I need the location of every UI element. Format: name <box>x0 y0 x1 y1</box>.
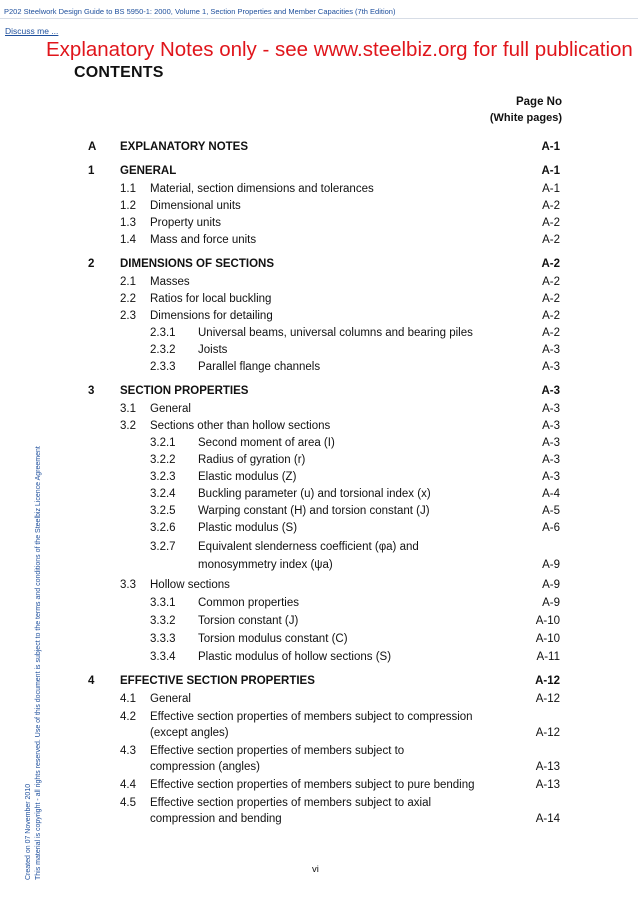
entry-page: A-9 <box>542 597 560 609</box>
entry-number: 4.5 <box>120 797 136 809</box>
entry-number: 4.2 <box>120 711 136 723</box>
entry-number: 3.2.2 <box>150 454 176 466</box>
entry-number: 4.1 <box>120 693 136 705</box>
entry-title: Warping constant (H) and torsion constant (J) <box>198 505 430 517</box>
entry-page: A-3 <box>542 361 560 373</box>
entry-title: Parallel flange channels <box>198 361 321 373</box>
created-date: Created on 07 November 2010 <box>25 783 32 880</box>
entry-title: GENERAL <box>120 165 177 177</box>
entry-number: 3.1 <box>120 403 136 415</box>
entry-title: DIMENSIONS OF SECTIONS <box>120 258 274 270</box>
entry-title: General <box>150 403 191 415</box>
entry-number: 3.3.2 <box>150 615 176 627</box>
entry-title: Buckling parameter (u) and torsional index (x) <box>198 488 431 500</box>
entry-number: 2.3 <box>120 310 136 322</box>
entry-title: Effective section properties of members subject to pure bending <box>150 779 475 791</box>
entry-title: Sections other than hollow sections <box>150 420 331 432</box>
entry-number: 3.2.1 <box>150 437 176 449</box>
entry-title: Dimensions for detailing <box>150 310 273 322</box>
entry-title: Radius of gyration (r) <box>198 454 306 466</box>
entry-page: A-2 <box>541 258 560 270</box>
entry-title: Hollow sections <box>150 579 230 591</box>
entry-page: A-2 <box>542 217 560 229</box>
entry-number: 1.2 <box>120 200 136 212</box>
entry-page: A-2 <box>542 276 560 288</box>
entry-title: Effective section properties of members subject to axial <box>150 797 432 809</box>
entry-title: Masses <box>150 276 190 288</box>
entry-page: A-12 <box>535 675 560 687</box>
entry-number: 3.2.6 <box>150 522 176 534</box>
white-pages-label: (White pages) <box>489 112 562 124</box>
entry-page: A-1 <box>541 165 560 177</box>
explanatory-notes-banner: Explanatory Notes only - see www.steelbiz.org for full publication <box>46 38 633 61</box>
entry-page: A-13 <box>535 779 560 791</box>
entry-title: Second moment of area (I) <box>198 437 335 449</box>
entry-number: 3 <box>88 385 95 397</box>
entry-page: A-3 <box>541 385 560 397</box>
entry-page: A-11 <box>536 651 560 663</box>
entry-title: Effective section properties of members subject to compression <box>150 711 473 723</box>
page-no-label: Page No <box>515 96 562 108</box>
entry-number: 2.3.1 <box>150 327 176 339</box>
entry-page: A-2 <box>542 234 560 246</box>
entry-page: A-9 <box>542 579 560 591</box>
entry-number: 3.2.7 <box>150 541 176 553</box>
discuss-link[interactable]: Discuss me ... <box>5 26 59 36</box>
entry-title: Plastic modulus of hollow sections (S) <box>198 651 392 663</box>
entry-page: A-6 <box>542 522 560 534</box>
entry-title: Joists <box>198 344 228 356</box>
entry-page: A-1 <box>542 183 560 195</box>
entry-title: Effective section properties of members subject to <box>150 745 405 757</box>
entry-title: compression (angles) <box>150 761 260 773</box>
entry-page: A-12 <box>535 727 560 739</box>
entry-number: 2.3.2 <box>150 344 176 356</box>
entry-page: A-1 <box>541 141 560 153</box>
entry-page: A-3 <box>542 420 560 432</box>
entry-number: 3.2 <box>120 420 136 432</box>
entry-title: SECTION PROPERTIES <box>120 385 249 397</box>
entry-page: A-5 <box>542 505 560 517</box>
contents-heading: CONTENTS <box>74 64 164 81</box>
entry-page: A-3 <box>542 437 560 449</box>
entry-number: 4 <box>88 675 95 687</box>
entry-page: A-13 <box>535 761 560 773</box>
entry-page: A-2 <box>542 293 560 305</box>
entry-page: A-10 <box>535 615 560 627</box>
entry-number: 3.2.5 <box>150 505 176 517</box>
entry-title: (except angles) <box>150 727 229 739</box>
entry-page: A-14 <box>535 813 560 825</box>
entry-number: 4.3 <box>120 745 136 757</box>
copyright-sidebar <box>24 446 44 880</box>
entry-page: A-3 <box>542 344 560 356</box>
entry-number: 1.1 <box>120 183 136 195</box>
entry-title: monosymmetry index (ψa) <box>198 559 333 571</box>
entry-number: 1.4 <box>120 234 136 246</box>
entry-number: 2 <box>88 258 95 270</box>
entry-page: A-3 <box>542 471 560 483</box>
entry-title: Universal beams, universal columns and bearing piles <box>198 327 473 339</box>
entry-title: Material, section dimensions and tolerances <box>150 183 374 195</box>
entry-title: EXPLANATORY NOTES <box>120 141 249 153</box>
entry-title: Elastic modulus (Z) <box>198 471 297 483</box>
entry-title: Torsion modulus constant (C) <box>198 633 348 645</box>
entry-title: Property units <box>150 217 221 229</box>
entry-page: A-3 <box>542 454 560 466</box>
entry-page: A-2 <box>542 327 560 339</box>
entry-page: A-2 <box>542 200 560 212</box>
entry-number: 3.2.4 <box>150 488 176 500</box>
entry-title: General <box>150 693 191 705</box>
entry-title: Common properties <box>198 597 299 609</box>
entry-title: Torsion constant (J) <box>198 615 299 627</box>
entry-title: compression and bending <box>150 813 282 825</box>
entry-title: Ratios for local buckling <box>150 293 272 305</box>
entry-number: 3.2.3 <box>150 471 176 483</box>
copyright-notice: This material is copyright - all rights reserved. Use of this document is subject to the terms and conditions of the Steelbiz Licence Agreement <box>35 446 42 880</box>
entry-page: A-12 <box>535 693 560 705</box>
publication-title: P202 Steelwork Design Guide to BS 5950-1: 2000, Volume 1, Section Properties and Member Capacities (7th Edition) <box>4 7 396 16</box>
entry-title: EFFECTIVE SECTION PROPERTIES <box>120 675 315 687</box>
entry-number: 4.4 <box>120 779 136 791</box>
entry-title: Dimensional units <box>150 200 241 212</box>
entry-number: A <box>88 141 97 153</box>
entry-page: A-10 <box>535 633 560 645</box>
entry-title: Mass and force units <box>150 234 257 246</box>
entry-number: 3.3.4 <box>150 651 176 663</box>
entry-number: 2.1 <box>120 276 136 288</box>
entry-title: Equivalent slenderness coefficient (φa) and <box>198 541 419 553</box>
entry-number: 1.3 <box>120 217 136 229</box>
entry-number: 2.3.3 <box>150 361 176 373</box>
entry-number: 2.2 <box>120 293 136 305</box>
entry-number: 3.3 <box>120 579 136 591</box>
entry-number: 3.3.3 <box>150 633 176 645</box>
entry-page: A-9 <box>542 559 560 571</box>
entry-title: Plastic modulus (S) <box>198 522 298 534</box>
entry-number: 1 <box>88 165 95 177</box>
entry-number: 3.3.1 <box>150 597 176 609</box>
page-number: vi <box>312 864 319 875</box>
entry-page: A-4 <box>542 488 560 500</box>
entry-page: A-2 <box>542 310 560 322</box>
entry-page: A-3 <box>542 403 560 415</box>
